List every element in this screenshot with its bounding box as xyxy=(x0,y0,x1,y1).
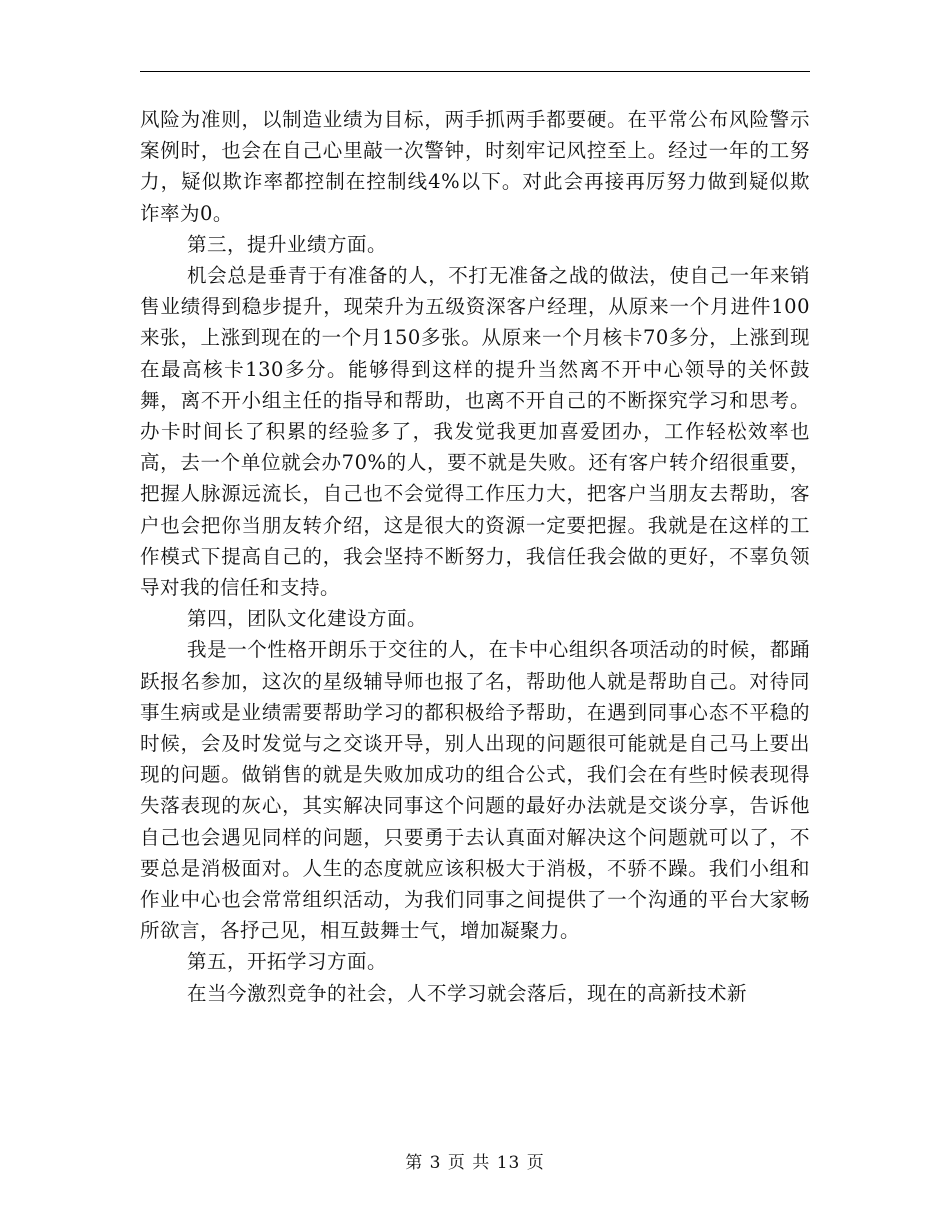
paragraph-risk-control: 风险为准则，以制造业绩为目标，两手抓两手都要硬。在平常公布风险警示案例时，也会在自己心里敲一次警钟，时刻牢记风控至上。经过一年的工努力，疑似欺诈率都控制在控制线4%以下。对此会再接再厉努力做到疑似欺诈率为0。 xyxy=(140,108,810,225)
page-number-footer: 第 3 页 共 13 页 xyxy=(405,1153,545,1173)
heading-fifth-learning: 第五，开拓学习方面。 xyxy=(187,950,388,974)
header-rule xyxy=(140,71,810,72)
heading-third-performance: 第三，提升业绩方面。 xyxy=(187,232,388,256)
paragraph-team-culture: 我是一个性格开朗乐于交往的人，在卡中心组织各项活动的时候，都踊跃报名参加，这次的星级辅导师也报了名，帮助他人就是帮助自己。对待同事生病或是业绩需要帮助学习的都积极给予帮助，在遇到同事心态不平稳的时候，会及时发觉与之交谈开导，别人出现的问题很可能就是自己马上要出现的问题。做销售的就是失败加成功的组合公式，我们会在有些时候表现得失落表现的灰心，其实解决同事这个问题的最好办法就是交谈分享，告诉他自己也会遇见同样的问题，只要勇于去认真面对解决这个问题就可以了，不要总是消极面对。人生的态度就应该积极大于消极，不骄不躁。我们小组和作业中心也会常常组织活动，为我们同事之间提供了一个沟通的平台大家畅所欲言，各抒己见，相互鼓舞士气，增加凝聚力。 xyxy=(140,638,810,943)
document-body xyxy=(140,104,810,1009)
paragraph-performance: 机会总是垂青于有准备的人，不打无准备之战的做法，使自己一年来销售业绩得到稳步提升，现荣升为五级资深客户经理，从原来一个月进件100来张，上涨到现在的一个月150多张。从原来一个月核卡70多分，上涨到现在最高核卡130多分。能够得到这样的提升当然离不开中心领导的关怀鼓舞，离不开小组主任的指导和帮助，也离不开自己的不断探究学习和思考。办卡时间长了积累的经验多了，我发觉我更加喜爱团办，工作轻松效率也高，去一个单位就会办70%的人，要不就是失败。还有客户转介绍很重要，把握人脉源远流长，自己也不会觉得工作压力大，把客户当朋友去帮助，客户也会把你当朋友转介绍，这是很大的资源一定要把握。我就是在这样的工作模式下提高自己的，我会坚持不断努力，我信任我会做的更好，不辜负领导对我的信任和支持。 xyxy=(140,264,810,600)
heading-fourth-team-culture: 第四，团队文化建设方面。 xyxy=(187,607,428,631)
paragraph-learning: 在当今激烈竞争的社会，人不学习就会落后，现在的高新技术新 xyxy=(187,981,748,1005)
